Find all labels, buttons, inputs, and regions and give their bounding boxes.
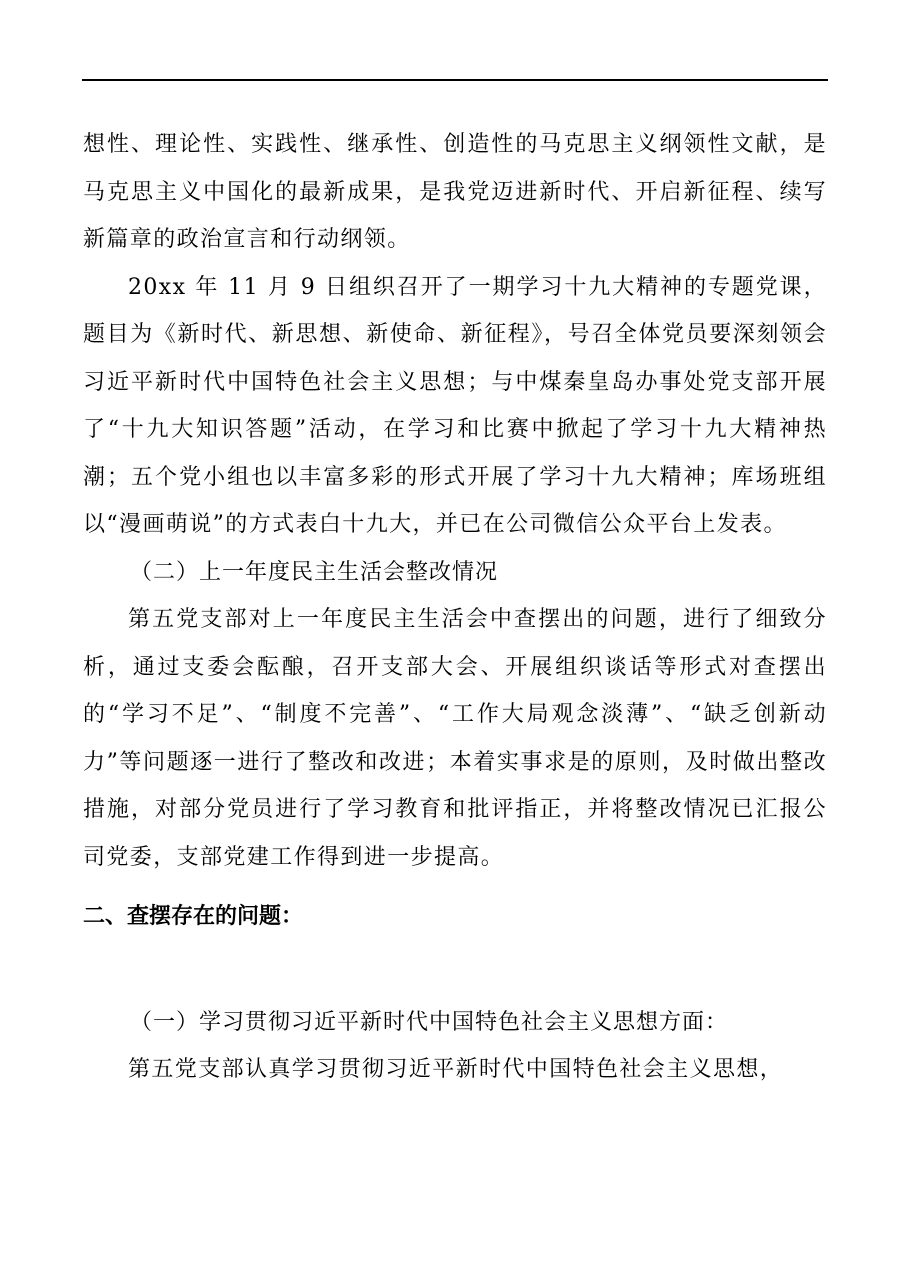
- section-heading-problems: 二、查摆存在的问题：: [83, 904, 304, 929]
- rectification-paragraph: 第五党支部对上一年度民主生活会中查摆出的问题，进行了细致分析，通过支委会酝酿，召开支部大会、开展组织谈话等形式对查摆出的“学习不足”、“制度不完善”、“工作大局观念淡薄”、“缺乏创新动力”等问题逐一进行了整改和改进；本着实事求是的原则，及时做出整改措施，对部分党员进行了学习教育和批评指正，并将整改情况已汇报公司党委，支部党建工作得到进一步提高。: [83, 607, 827, 870]
- continuation-paragraph: 想性、理论性、实践性、继承性、创造性的马克思主义纲领性文献，是马克思主义中国化的最新成果，是我党迈进新时代、开启新征程、续写新篇章的政治宣言和行动纲领。: [83, 132, 827, 252]
- header-rule: [82, 79, 828, 81]
- document-body: [83, 121, 827, 1094]
- subheading-rectification: （二）上一年度民主生活会整改情况: [130, 559, 499, 585]
- spacer: [83, 881, 827, 893]
- study-activities-paragraph: 20xx 年 11 月 9 日组织召开了一期学习十九大精神的专题党课，题目为《新时代、新思想、新使命、新征程》，号召全体党员要深刻领会习近平新时代中国特色社会主义思想；与中煤秦皇岛办事处党支部开展了“十九大知识答题”活动，在学习和比赛中掀起了学习十九大精神热潮；五个党小组也以丰富多彩的形式开展了学习十九大精神；库场班组以“漫画萌说”的方式表白十九大，并已在公司微信公众平台上发表。: [83, 274, 827, 537]
- last-paragraph: 第五党支部认真学习贯彻习近平新时代中国特色社会主义思想，: [128, 1057, 784, 1082]
- spacer: [83, 941, 827, 999]
- subheading-study-thought: （一）学习贯彻习近平新时代中国特色社会主义思想方面：: [130, 1009, 729, 1035]
